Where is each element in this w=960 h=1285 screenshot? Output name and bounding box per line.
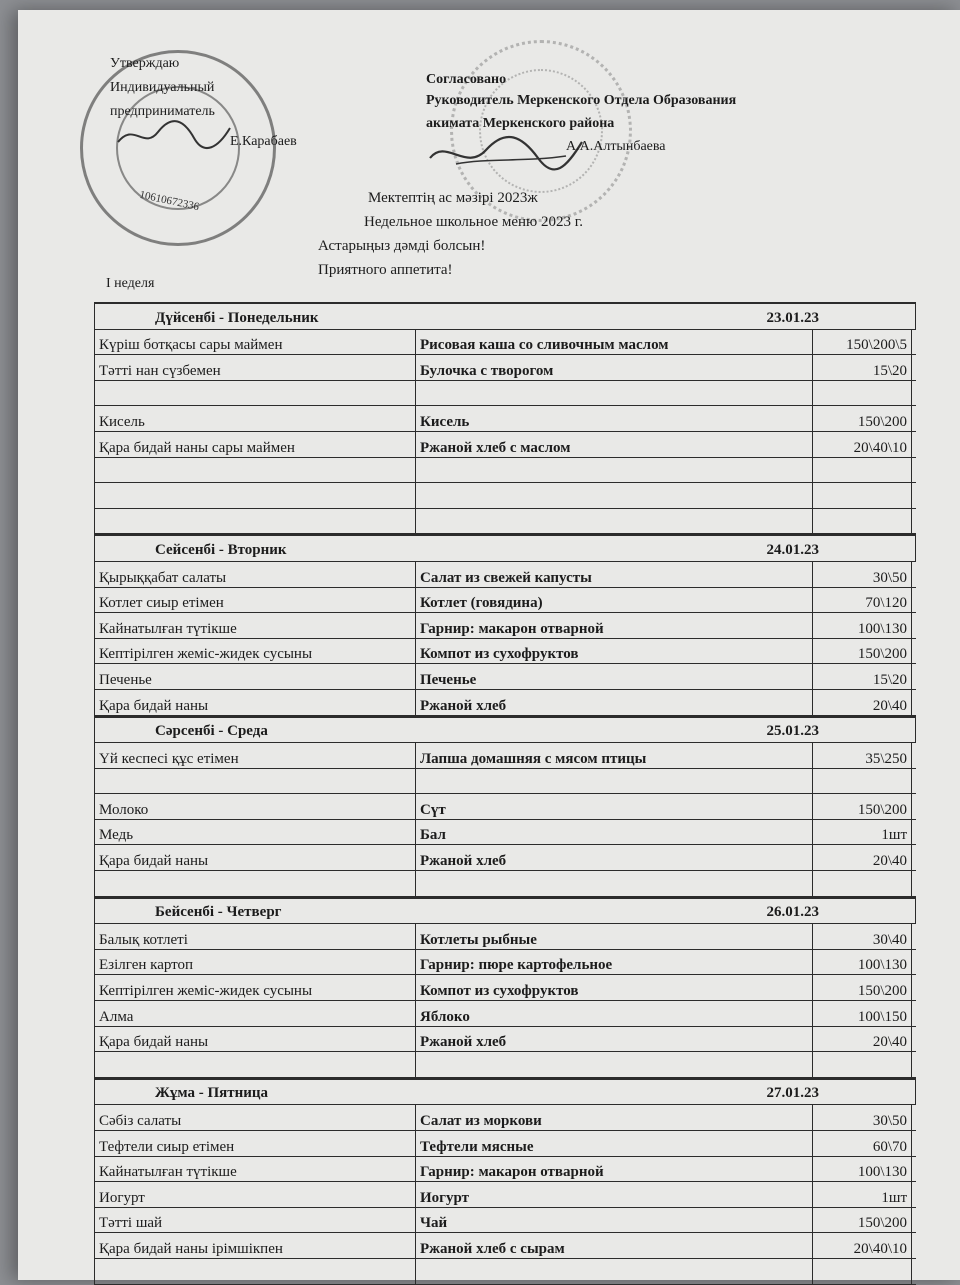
dish-ru: Булочка с творогом <box>416 355 813 380</box>
portion-grams: 20\40\10 <box>813 1233 912 1258</box>
agree-line-2: Руководитель Меркенского Отдела Образования <box>426 93 737 108</box>
portion-grams <box>813 871 912 896</box>
agree-line-1: Согласовано <box>426 72 507 87</box>
dish-ru <box>416 1052 813 1077</box>
menu-row <box>94 588 916 614</box>
agreement-block <box>426 66 736 160</box>
dish-kz <box>94 509 416 534</box>
menu-row <box>94 432 916 458</box>
day-date: 26.01.23 <box>766 904 819 921</box>
dish-ru: Печенье <box>416 664 813 689</box>
dish-ru: Кисель <box>416 406 813 431</box>
menu-table <box>94 302 916 1285</box>
dish-ru: Лапша домашняя с мясом птицы <box>416 743 813 768</box>
dish-ru <box>416 871 813 896</box>
menu-row <box>94 690 916 716</box>
day-name: Бейсенбі - Четверг <box>155 904 282 921</box>
dish-ru <box>416 509 813 534</box>
greeting-kz: Астарыңыз дәмді болсын! <box>318 238 486 254</box>
portion-grams: 100\150 <box>813 1001 912 1026</box>
approve-line-3: предприниматель <box>110 104 215 119</box>
approve-line-1: Утверждаю <box>110 56 180 71</box>
greeting-ru: Приятного аппетита! <box>318 262 453 278</box>
menu-row <box>94 820 916 846</box>
dish-kz: Сәбіз салаты <box>94 1105 416 1130</box>
dish-kz: Котлет сиыр етімен <box>94 588 416 613</box>
agree-signature-name: А.А.Алтынбаева <box>566 139 666 154</box>
day-header <box>94 897 916 925</box>
portion-grams: 60\70 <box>813 1131 912 1156</box>
dish-ru: Бал <box>416 820 813 845</box>
menu-titles <box>318 186 583 282</box>
portion-grams: 30\50 <box>813 1105 912 1130</box>
menu-row <box>94 1208 916 1234</box>
menu-row <box>94 509 916 535</box>
day-header <box>94 1078 916 1106</box>
portion-grams: 150\200 <box>813 639 912 664</box>
portion-grams: 20\40 <box>813 1027 912 1052</box>
menu-row <box>94 1157 916 1183</box>
menu-row <box>94 562 916 588</box>
day-name: Дүйсенбі - Понедельник <box>155 309 319 326</box>
menu-row <box>94 1233 916 1259</box>
day-date: 25.01.23 <box>766 723 819 740</box>
dish-ru: Котлеты рыбные <box>416 924 813 949</box>
portion-grams <box>813 483 912 508</box>
menu-row <box>94 1131 916 1157</box>
menu-row <box>94 1027 916 1053</box>
menu-row <box>94 664 916 690</box>
portion-grams: 15\20 <box>813 664 912 689</box>
dish-kz <box>94 769 416 794</box>
menu-row <box>94 613 916 639</box>
dish-kz: Езілген картоп <box>94 950 416 975</box>
dish-kz: Тәтті шай <box>94 1208 416 1233</box>
menu-row <box>94 743 916 769</box>
portion-grams: 150\200 <box>813 1208 912 1233</box>
stamp-digits: 10610672336 <box>138 188 201 214</box>
dish-ru: Салат из моркови <box>416 1105 813 1130</box>
dish-ru: Гарнир: макарон отварной <box>416 1157 813 1182</box>
dish-kz: Қырыққабат салаты <box>94 562 416 587</box>
approval-block <box>110 52 297 154</box>
menu-row <box>94 381 916 407</box>
menu-row <box>94 794 916 820</box>
dish-kz: Қара бидай наны <box>94 690 416 715</box>
dish-ru: Компот из сухофруктов <box>416 975 813 1000</box>
portion-grams <box>813 769 912 794</box>
dish-ru: Сүт <box>416 794 813 819</box>
dish-kz: Кайнатылған түтікше <box>94 613 416 638</box>
dish-ru: Ржаной хлеб <box>416 845 813 870</box>
dish-kz: Тәтті нан сүзбемен <box>94 355 416 380</box>
dish-ru: Ржаной хлеб <box>416 690 813 715</box>
menu-row <box>94 769 916 795</box>
dish-kz: Алма <box>94 1001 416 1026</box>
day-name: Сейсенбі - Вторник <box>155 541 287 558</box>
portion-grams: 100\130 <box>813 1157 912 1182</box>
portion-grams: 100\130 <box>813 950 912 975</box>
menu-row <box>94 355 916 381</box>
portion-grams: 30\40 <box>813 924 912 949</box>
portion-grams <box>813 458 912 483</box>
dish-kz <box>94 381 416 406</box>
dish-kz: Иогурт <box>94 1182 416 1207</box>
menu-row <box>94 1001 916 1027</box>
portion-grams <box>813 381 912 406</box>
agree-line-3: акимата Меркенского района <box>426 116 615 131</box>
approve-line-2: Индивидуальный <box>110 80 215 95</box>
menu-row <box>94 458 916 484</box>
dish-ru <box>416 381 813 406</box>
title-kz: Мектептің ас мәзірі 2023ж <box>368 190 538 206</box>
dish-ru: Гарнир: макарон отварной <box>416 613 813 638</box>
dish-ru: Тефтели мясные <box>416 1131 813 1156</box>
portion-grams: 150\200 <box>813 406 912 431</box>
portion-grams: 20\40 <box>813 845 912 870</box>
portion-grams: 100\130 <box>813 613 912 638</box>
day-header <box>94 534 916 562</box>
dish-ru: Котлет (говядина) <box>416 588 813 613</box>
portion-grams: 20\40 <box>813 690 912 715</box>
day-date: 24.01.23 <box>766 541 819 558</box>
day-header <box>94 302 916 330</box>
dish-kz: Кайнатылған түтікше <box>94 1157 416 1182</box>
menu-row <box>94 330 916 356</box>
dish-ru: Яблоко <box>416 1001 813 1026</box>
dish-ru: Рисовая каша со сливочным маслом <box>416 330 813 355</box>
dish-ru: Гарнир: пюре картофельное <box>416 950 813 975</box>
menu-row <box>94 1052 916 1078</box>
menu-row <box>94 871 916 897</box>
portion-grams <box>813 1052 912 1077</box>
day-date: 23.01.23 <box>766 309 819 326</box>
portion-grams: 30\50 <box>813 562 912 587</box>
dish-ru <box>416 483 813 508</box>
menu-row <box>94 1182 916 1208</box>
menu-row <box>94 639 916 665</box>
dish-kz: Қара бидай наны <box>94 1027 416 1052</box>
dish-kz: Қара бидай наны <box>94 845 416 870</box>
dish-ru: Чай <box>416 1208 813 1233</box>
dish-kz <box>94 483 416 508</box>
dish-kz: Күріш ботқасы сары маймен <box>94 330 416 355</box>
day-name: Жұма - Пятница <box>155 1085 269 1102</box>
portion-grams: 1шт <box>813 820 912 845</box>
menu-row <box>94 975 916 1001</box>
dish-kz: Қара бидай наны сары маймен <box>94 432 416 457</box>
dish-kz <box>94 458 416 483</box>
portion-grams: 1шт <box>813 1182 912 1207</box>
dish-ru: Ржаной хлеб с маслом <box>416 432 813 457</box>
dish-ru <box>416 458 813 483</box>
portion-grams: 70\120 <box>813 588 912 613</box>
menu-row <box>94 924 916 950</box>
portion-grams: 150\200 <box>813 975 912 1000</box>
dish-ru: Ржаной хлеб с сырам <box>416 1233 813 1258</box>
approve-signature-name: Е.Карабаев <box>230 134 297 149</box>
menu-row <box>94 1259 916 1285</box>
portion-grams: 150\200 <box>813 794 912 819</box>
document-header <box>18 10 960 310</box>
day-date: 27.01.23 <box>766 1085 819 1102</box>
portion-grams <box>813 509 912 534</box>
dish-kz: Медь <box>94 820 416 845</box>
dish-kz <box>94 871 416 896</box>
menu-row <box>94 406 916 432</box>
dish-kz: Печенье <box>94 664 416 689</box>
menu-row <box>94 950 916 976</box>
dish-kz: Молоко <box>94 794 416 819</box>
dish-kz: Кептірілген жеміс-жидек сусыны <box>94 975 416 1000</box>
title-ru: Недельное школьное меню 2023 г. <box>364 214 583 230</box>
portion-grams: 15\20 <box>813 355 912 380</box>
dish-ru: Компот из сухофруктов <box>416 639 813 664</box>
week-label: I неделя <box>106 276 155 291</box>
menu-row <box>94 845 916 871</box>
day-header <box>94 716 916 744</box>
dish-ru: Ржаной хлеб <box>416 1027 813 1052</box>
menu-row <box>94 1105 916 1131</box>
document-sheet <box>18 10 960 1280</box>
dish-ru <box>416 769 813 794</box>
dish-kz: Кисель <box>94 406 416 431</box>
portion-grams: 150\200\5 <box>813 330 912 355</box>
day-name: Сәрсенбі - Среда <box>155 723 268 740</box>
dish-kz: Қара бидай наны ірімшікпен <box>94 1233 416 1258</box>
dish-ru: Салат из свежей капусты <box>416 562 813 587</box>
dish-kz: Тефтели сиыр етімен <box>94 1131 416 1156</box>
dish-kz: Кептірілген жеміс-жидек сусыны <box>94 639 416 664</box>
dish-ru: Иогурт <box>416 1182 813 1207</box>
portion-grams: 35\250 <box>813 743 912 768</box>
dish-kz: Балық котлеті <box>94 924 416 949</box>
portion-grams: 20\40\10 <box>813 432 912 457</box>
menu-row <box>94 483 916 509</box>
dish-kz <box>94 1052 416 1077</box>
dish-kz: Үй кеспесі құс етімен <box>94 743 416 768</box>
